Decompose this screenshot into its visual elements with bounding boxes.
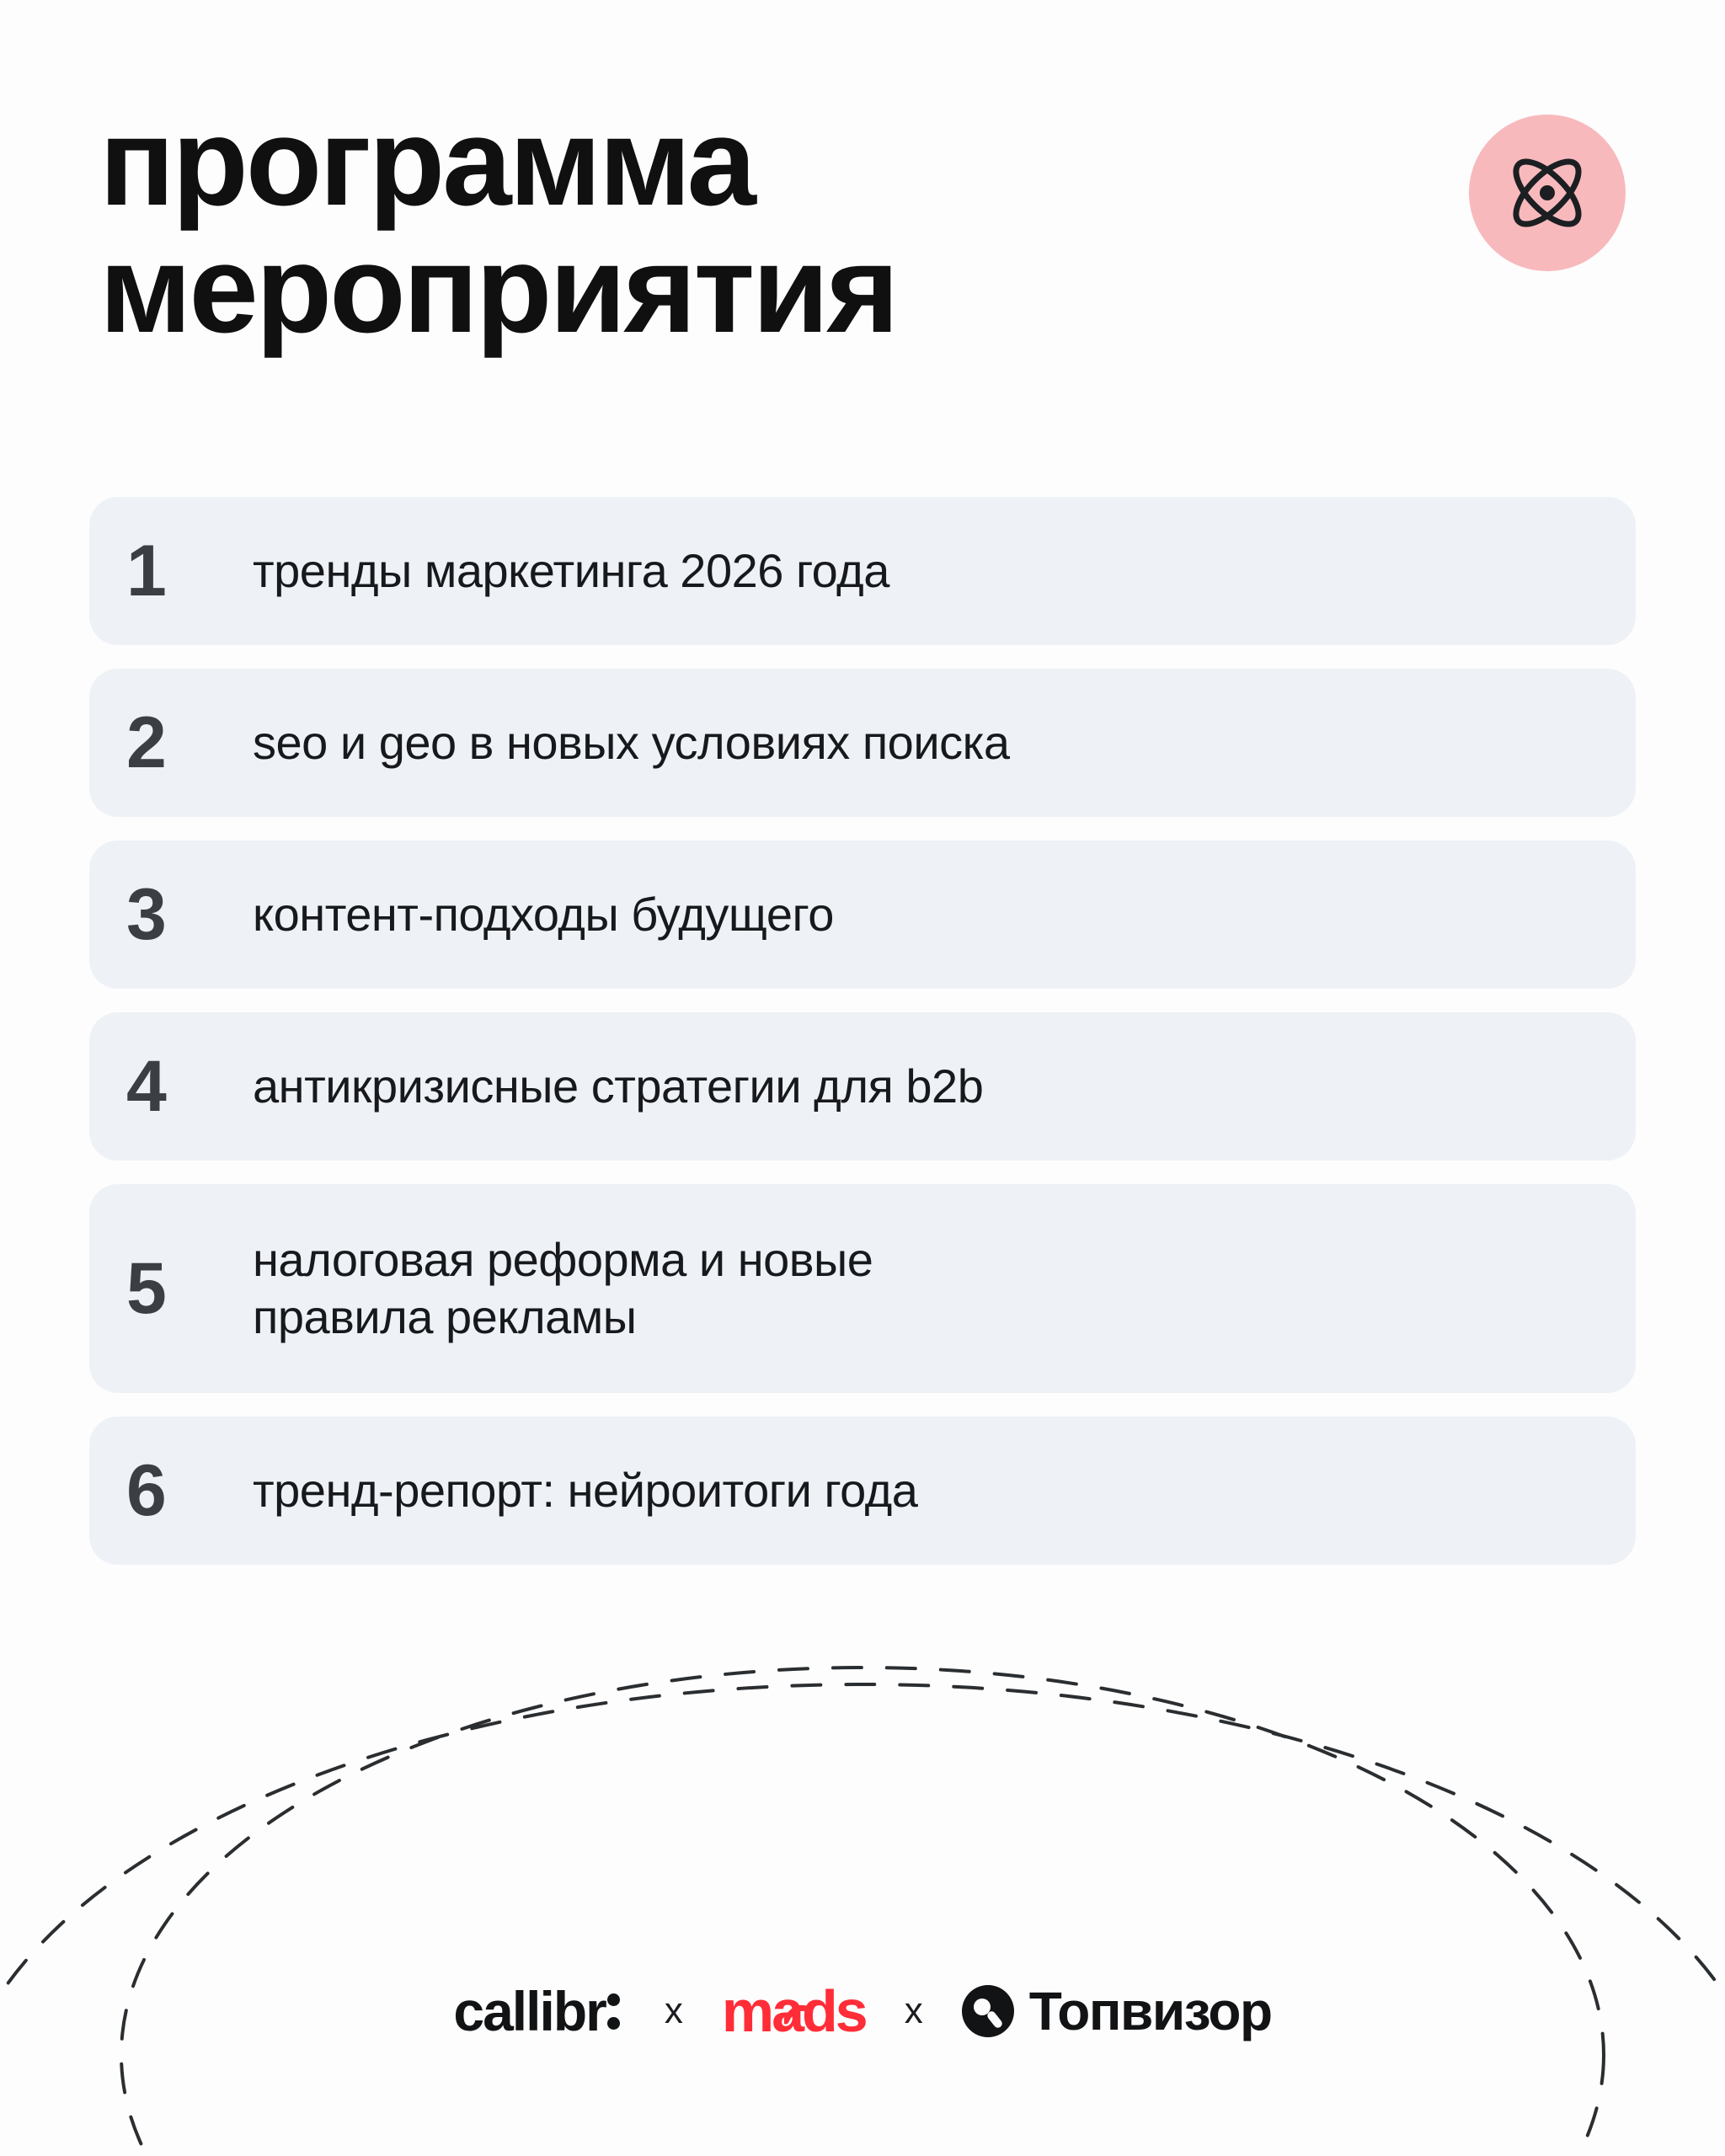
list-item[interactable] — [89, 1012, 1636, 1161]
list-item-label: тренды маркетинга 2026 года — [253, 543, 889, 597]
atom-icon — [1501, 147, 1594, 239]
partner-logos — [0, 1977, 1725, 2045]
swoosh-icon — [784, 1972, 813, 1994]
list-item-number: 4 — [126, 1046, 166, 1127]
list-item-label: антикризисные стратегии для b2b — [253, 1059, 984, 1113]
poster-header — [99, 93, 1626, 386]
list-item[interactable] — [89, 841, 1636, 989]
list-item[interactable] — [89, 1184, 1636, 1393]
list-item-label: seo и geo в новых условиях поиска — [253, 715, 1010, 769]
page-title-line-2: мероприятия — [99, 219, 897, 359]
list-item-label: налоговая реформа и новые правила рекламы — [253, 1232, 873, 1343]
list-item[interactable] — [89, 497, 1636, 645]
logo-topvizor[interactable] — [962, 1980, 1272, 2042]
list-item-number: 1 — [126, 531, 166, 611]
list-item-label: тренд-репорт: нейроитоги года — [253, 1463, 918, 1517]
page-title — [99, 93, 1279, 359]
logo-separator: x — [904, 1990, 923, 2031]
logo-mads-text: mads — [721, 1978, 866, 2044]
list-item-number: 6 — [126, 1450, 166, 1531]
topvizor-mark-icon — [962, 1985, 1014, 2037]
page-title-line-1: программа — [99, 93, 754, 232]
list-item[interactable] — [89, 669, 1636, 817]
logo-mads[interactable] — [722, 1977, 866, 2045]
program-list — [89, 497, 1636, 1565]
list-item-number: 2 — [126, 702, 166, 783]
list-item-label: контент-подходы будущего — [253, 887, 834, 941]
list-item[interactable] — [89, 1417, 1636, 1565]
logo-separator: x — [664, 1990, 683, 2031]
colon-dots-icon — [607, 1992, 626, 2031]
list-item-number: 5 — [126, 1248, 166, 1329]
logo-topvizor-text: Топвизор — [1028, 1981, 1272, 2041]
atom-badge — [1469, 115, 1626, 271]
logo-callibr-text: callibr — [453, 1980, 606, 2042]
list-item-number: 3 — [126, 874, 166, 955]
logo-callibr[interactable] — [453, 1979, 625, 2043]
